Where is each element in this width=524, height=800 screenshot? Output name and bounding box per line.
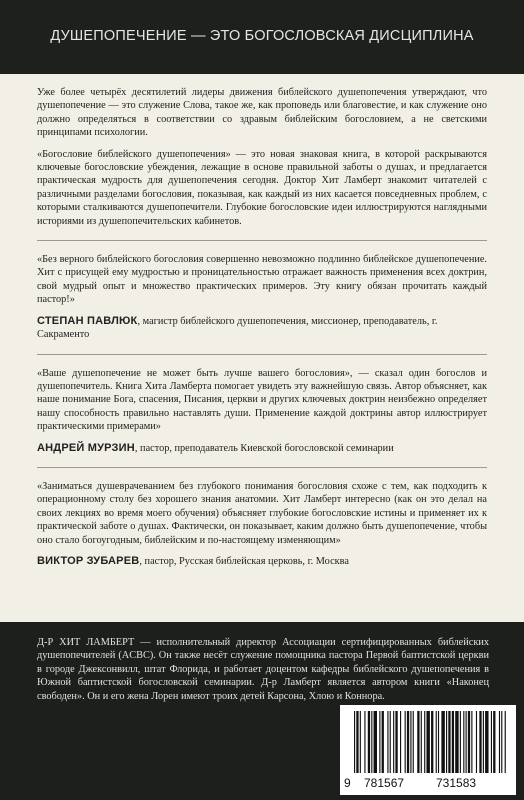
- endorser-name: СТЕПАН ПАВЛЮК: [37, 314, 138, 327]
- barcode-bar: [479, 711, 481, 773]
- barcode-bar: [382, 711, 384, 773]
- endorsement-quote: «Без верного библейского богословия совершенно невозможно подлинно библейское душепопечение. Хит с присущей ему мудростью и проницательностью отражает важность применения всех доктрин, свой мудрый опыт и множество практических примеров. Эту книгу обязан прочитать каждый пастор!»: [37, 254, 487, 306]
- divider: [37, 354, 487, 355]
- endorsement-quote: «Заниматься душеврачеванием без глубокого понимания богословия схоже с тем, как подходить к операционному столу без хорошего знания анатомии. Хит Ламберт интересно (как он это делал на своих лекциях во время моего обучения) объясняет глубокие богословские истины и применяет их к практической заботе о душах. Фактически, он показывает, каким должно быть душепопечение, чтобы оно стало богоугодным, библейским и по-настоящему изменяющим»: [37, 480, 487, 546]
- intro-paragraph-2: «Богословие библейского душепопечения» — это новая знаковая книга, в которой раскрываются ключевые богословские убеждения, лежащие в основе правильной заботы о душах, и предлагается практическая мудрость для душепопечения сегодня. Доктор Хит Ламберт знакомит читателей с различными разделами богословия, показывая, как каждый из них касается повседневных проблем, с которыми сталкиваются душепопечители. Глубокие богословские идеи иллюстрируются наглядными историями из душепопечительских кабинетов.: [37, 148, 487, 227]
- barcode-bar: [471, 711, 472, 773]
- barcode-bar: [426, 711, 429, 773]
- barcode-bar: [491, 711, 492, 773]
- barcode-bar: [360, 711, 361, 773]
- endorser-role: , пастор, Русская библейская церковь, г. Москва: [139, 555, 349, 567]
- barcode-digits: [340, 776, 516, 792]
- barcode-bar: [493, 711, 495, 773]
- author-bio: Д-Р ХИТ ЛАМБЕРТ — исполнительный директор Ассоциации сертифицированных библейских душепопечителей (ACBC). Он также несёт служение помощника пастора Первой баптистской церкви в городе Джексонвилл, штат Флорида, и работает доцентом кафедры библейского душепопечения в Южной баптистской богословской семинарии. Д-р Ламберт является автором книги «Наконец свободен». Он и его жена Лорен имеют троих детей Карсона, Хлою и Коннора.: [37, 637, 489, 702]
- endorser-role: , магистр библейского душепопечения, миссионер, преподаватель, г. Сакраменто: [37, 315, 438, 341]
- barcode-bar: [364, 711, 365, 773]
- endorser-name: АНДРЕЙ МУРЗИН: [37, 441, 135, 454]
- barcode-bar: [390, 711, 391, 773]
- divider: [37, 467, 487, 468]
- barcode-bar: [354, 711, 355, 773]
- barcode-bar: [379, 711, 380, 773]
- endorser-role: , пастор, преподаватель Киевской богословской семинарии: [134, 442, 394, 454]
- barcode-bar: [476, 711, 477, 773]
- barcode-digits-right: 731583: [436, 776, 477, 790]
- barcode-bar: [405, 711, 406, 773]
- barcode-digit-lead: 9: [344, 776, 351, 790]
- barcode-bar: [446, 711, 447, 773]
- endorsement: [37, 367, 487, 455]
- barcode-bar: [400, 711, 401, 773]
- endorsement-attribution: [37, 315, 487, 342]
- intro-paragraph-1: Уже более четырёх десятилетий лидеры движения библейского душепопечения утверждают, что душепопечение — это служение Слова, такое же, как проповедь или благовестие, и как служение оно должно определяться в соответствии со здравым библейским богословием, а не светскими принципами психологии.: [37, 87, 487, 139]
- barcode-bar: [505, 711, 506, 773]
- barcode-bar: [421, 711, 422, 773]
- barcode-bar: [374, 711, 377, 773]
- barcode-bar: [448, 711, 450, 773]
- barcode-bar: [463, 711, 464, 773]
- text-panel-content: [37, 86, 487, 568]
- barcode-bar: [441, 711, 444, 773]
- cover-title: ДУШЕПОПЕЧЕНИЕ — ЭТО БОГОСЛОВСКАЯ ДИСЦИПЛИНА: [50, 28, 474, 44]
- barcode-bar: [413, 711, 414, 773]
- barcode-bar: [436, 711, 437, 773]
- barcode-bar: [452, 711, 454, 773]
- barcode-bar: [483, 711, 484, 773]
- barcode-bar: [501, 711, 502, 773]
- barcode-bar: [393, 711, 394, 773]
- isbn-barcode: [340, 705, 516, 795]
- barcode-bar: [468, 711, 470, 773]
- endorsement-attribution: [37, 555, 487, 568]
- barcode-bar: [417, 711, 419, 773]
- endorsement-attribution: [37, 442, 487, 455]
- endorsement: [37, 253, 487, 341]
- barcode-bar: [395, 711, 397, 773]
- endorsement: [37, 480, 487, 568]
- barcode-digits-left: 781567: [364, 776, 405, 790]
- divider: [37, 240, 487, 241]
- barcode-bar: [410, 711, 411, 773]
- barcode-bar: [431, 711, 433, 773]
- header-band: [0, 0, 524, 74]
- endorser-name: ВИКТОР ЗУБАРЕВ: [37, 554, 140, 567]
- barcode-bar: [485, 711, 488, 773]
- barcode-bar: [368, 711, 370, 773]
- barcode-bar: [387, 711, 388, 773]
- barcode-bar: [356, 711, 358, 773]
- barcode-bar: [371, 711, 372, 773]
- barcode-bars: [340, 705, 516, 777]
- barcode-bar: [424, 711, 425, 773]
- barcode-bar: [455, 711, 458, 773]
- text-panel: [0, 74, 524, 622]
- barcode-bar: [460, 711, 461, 773]
- barcode-bar: [438, 711, 439, 773]
- barcode-bar: [407, 711, 409, 773]
- endorsement-quote: «Ваше душепопечение не может быть лучше вашего богословия», — сказал один богослов и душепопечитель. Книга Хита Ламберта помогает увидеть эту важнейшую связь. Автор объясняет, как наше понимание Бога, спасения, Писания, церкви и других ключевых доктрин неизбежно определяет нашу способность правильно наставлять души. Применение каждой доктрины автор иллюстрирует практическими примерами»: [37, 367, 487, 433]
- barcode-bar: [499, 711, 500, 773]
- barcode-bar: [466, 711, 467, 773]
